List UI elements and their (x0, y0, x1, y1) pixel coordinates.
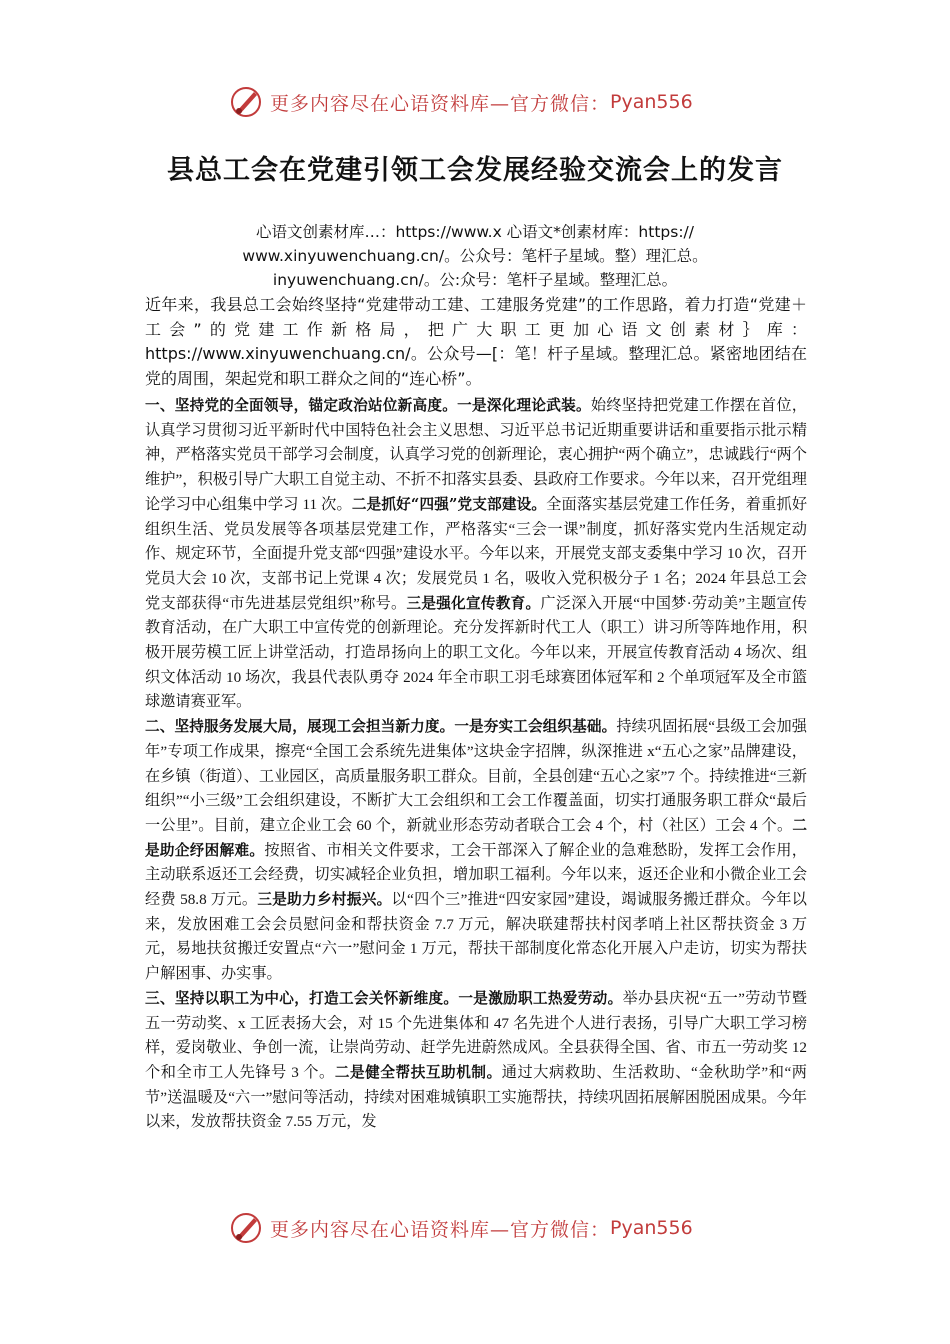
intro-paragraph: 近年来，我县总工会始终坚持“党建带动工建、工建服务党建”的工作思路，着力打造“党建＋工会”的党建工作新格局，把广大职工更加心语文创素材｝库：https://www.xinyuwenchuang.cn/。公众号—[：笔！杆子星域。整理汇总。紧密地团结在党的周围，架起党和职工群众之间的“连心桥”。 (145, 295, 807, 388)
item-lead: 一是夯实工会组织基础。 (454, 718, 617, 736)
section-heading: 三、坚持以职工为中心，打造工会关怀新维度。 (145, 989, 459, 1007)
item-lead: 三是强化宣传教育。 (406, 594, 541, 612)
item-text: 举办县庆祝“五一”劳动节暨五一劳动奖、x 工匠表扬大会，对 15 个先进集体和 47 名先进个人进行表扬，引导广大职工学习榜样，爱岗敬业、争创一流，让崇尚劳动、赶学先进蔚然成风。全县获得全国、省、市五一劳动奖 12 个和全市工人先锋号 3 个。 (145, 989, 807, 1081)
item-lead: 一是激励职工热爱劳动。 (458, 989, 623, 1007)
item-text: 广泛深入开展“中国梦·劳动美”主题宣传教育活动，在广大职工中宣传党的创新理论。充分发挥新时代工人（职工）讲习所等阵地作用，积极开展劳模工匠上讲堂活动，打造昂扬向上的职工文化。今年以来，开展宣传教育活动 4 场次、组织文体活动 10 场次，我县代表队勇夺 2024 年全市职工羽毛球赛团体冠军和 2 个单项冠军及全市篮球邀请赛亚军。 (145, 594, 807, 711)
section-paragraph (145, 987, 807, 1135)
item-lead: 二是健全帮扶互助机制。 (334, 1063, 502, 1081)
item-lead: 一是深化理论武装。 (457, 397, 591, 414)
item-lead: 二是助企纾困解难。 (145, 816, 807, 859)
banner-wechat-id: Pyan556 (610, 91, 693, 113)
document-body (145, 394, 807, 1135)
item-text: 全面落实基层党建工作任务，着重抓好组织生活、党员发展等各项基层党建工作，严格落实“三会一课”制度，抓好落实党内生活规定动作、规定环节，全面提升党支部“四强”建设水平。今年以来，开展党支部支委集中学习 10 次，召开党员大会 10 次，支部书记上党课 4 次；发展党员 1 名，吸收入党积极分子 1 名；2024 年县总工会党支部获得“市先进基层党组织”称号。 (145, 495, 808, 612)
item-text: 通过大病救助、生活救助、“金秋助学”和“两节”送温暖及“六一”慰问等活动，持续对困难城镇职工实施帮扶，持续巩固拓展解困脱困成果。今年以来，发放帮扶资金 7.55 万元，发 (145, 1063, 807, 1131)
brush-logo-icon (228, 1210, 264, 1246)
item-text: 始终坚持把党建工作摆在首位，认真学习贯彻习近平新时代中国特色社会主义思想、习近平总书记近期重要讲话和重要指示批示精神，严格落实党员干部学习会制度，认真学习党的创新理论，衷心拥护“两个确立”，忠诚践行“两个维护”，积极引导广大职工自觉主动、不折不扣落实县委、县政府工作要求。今年以来，召开党组理论学习中心组集中学习 11 次。 (145, 397, 807, 513)
item-lead: 三是助力乡村振兴。 (257, 891, 392, 909)
source-line: inyuwenchuang.cn/。公:众号：笔杆子星域。整理汇总。 (272, 271, 678, 289)
section-heading: 二、坚持服务发展大局，展现工会担当新力度。 (145, 718, 455, 736)
source-line: www.xinyuwenchuang.cn/。公众号：笔杆子星域。整）理汇总。 (242, 247, 708, 265)
section-paragraph (145, 394, 807, 715)
source-line: 心语文创素材库…：https://www.x 心语文*创素材库：https:// (255, 223, 694, 241)
section-heading: 一、坚持党的全面领导，锚定政治站位新高度。 (145, 397, 458, 414)
footer-banner (228, 1208, 748, 1248)
banner-wechat-id: Pyan556 (610, 1217, 693, 1239)
section-paragraph (145, 715, 807, 987)
item-text: 按照省、市相关文件要求，工会干部深入了解企业的急难愁盼，发挥工会作用，主动联系返还工会经费，切实减轻企业负担，增加职工福利。今年以来，返还企业和小微企业工会经费 58.8 万元。 (145, 841, 807, 909)
document-title: 县总工会在党建引领工会发展经验交流会上的发言 (167, 155, 783, 186)
header-banner (228, 82, 748, 122)
item-text: 持续巩固拓展“县级工会加强年”专项工作成果，擦亮“全国工会系统先进集体”这块金字招牌，纵深推进 x“五心之家”品牌建设，在乡镇（街道）、工业园区，高质量服务职工群众。目前，全县创建“五心之家”7 个。持续推进“三新组织”“小三级”工会组织建设，不断扩大工会组织和工会工作覆盖面，切实打通服务职工群众“最后一公里”。目前，建立企业工会 60 个，新就业形态劳动者联合工会 4 个，村（社区）工会 4 个。 (145, 718, 807, 834)
banner-text: 更多内容尽在心语资料库—官方微信： (270, 1218, 611, 1241)
brush-logo-icon (228, 84, 264, 120)
item-lead: 二是抓好“四强”党支部建设。 (351, 495, 547, 513)
item-text: 以“四个三”推进“四安家园”建设，竭诚服务搬迁群众。今年以来，发放困难工会会员慰问金和帮扶资金 7.7 万元，解决联建帮扶村闵孝哨上社区帮扶资金 3 万元，易地扶贫搬迁安置点“六一”慰问金 1 万元，帮扶干部制度化常态化开展入户走访，切实为帮扶户解困事、办实事。 (145, 891, 807, 983)
banner-text: 更多内容尽在心语资料库—官方微信： (270, 92, 611, 115)
